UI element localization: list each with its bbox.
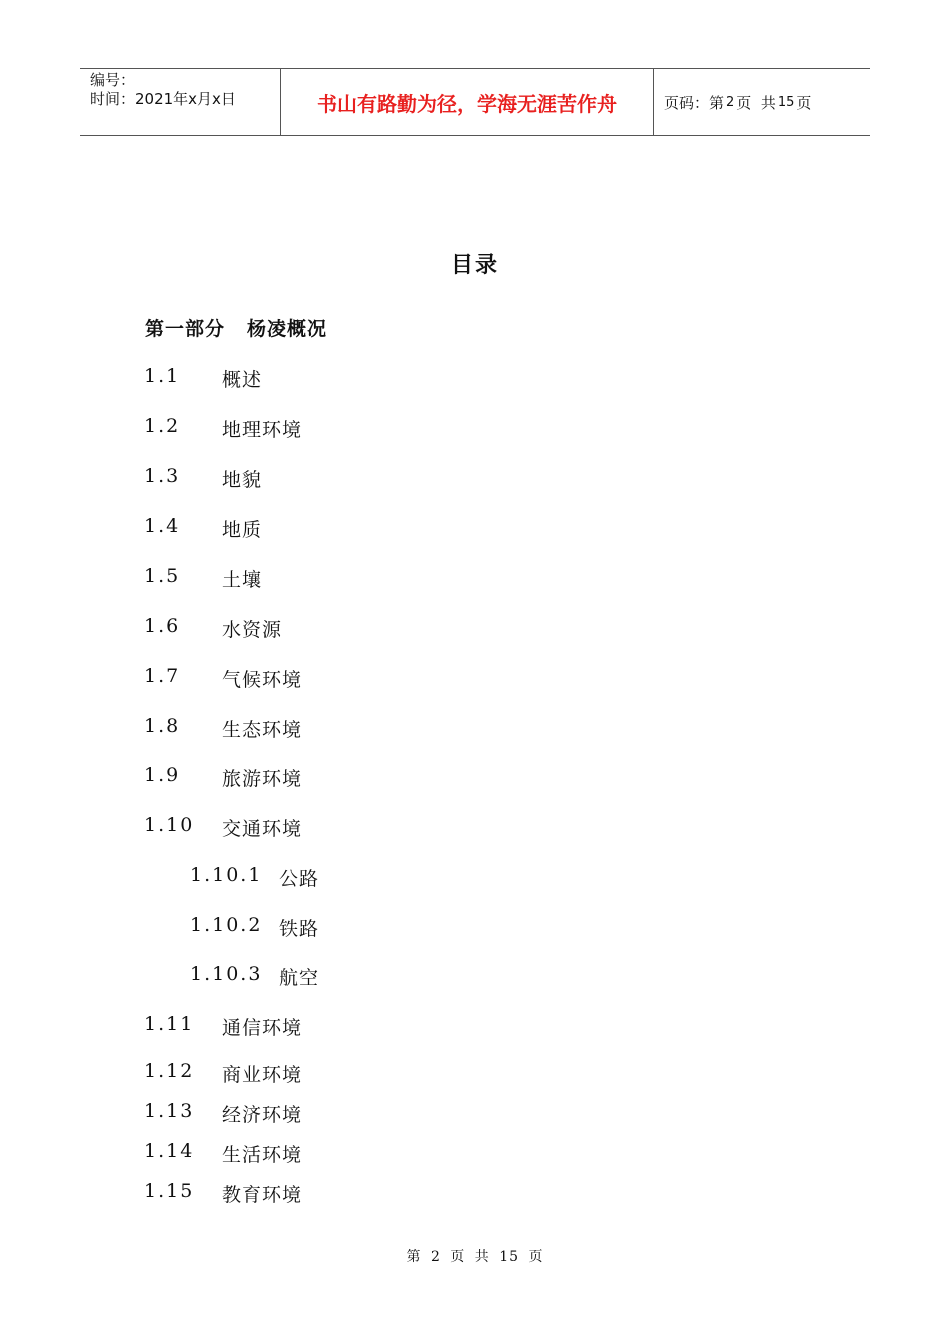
page-mid: 页 共 [736,93,776,112]
toc-entry-title: 地质 [222,519,263,541]
toc-subentry [190,914,320,940]
toc-entry-title: 公路 [279,868,320,890]
toc-entry-title: 商业环境 [222,1064,303,1086]
header-motto [281,69,654,135]
toc-entry-title: 生活环境 [222,1144,303,1166]
toc-entry-title: 铁路 [279,918,320,940]
toc-entry-number: 1.3 [144,465,181,487]
toc-entry-number: 1.2 [144,415,181,437]
toc-entry-number: 1.10.3 [190,963,263,985]
toc-entry [144,1013,303,1039]
toc-entry [144,715,303,741]
toc-entry [144,1180,303,1206]
toc-entry-title: 地貌 [222,469,263,491]
page-header [80,68,870,136]
toc-entry [144,814,303,840]
toc-entry-number: 1.15 [144,1180,195,1202]
toc-entry [144,615,283,641]
toc-entry-number: 1.6 [144,615,181,637]
toc-entry-number: 1.10.2 [190,914,263,936]
motto-text: 书山有路勤为径，学海无涯苦作舟 [317,91,617,116]
toc-entry-number: 1.9 [144,764,181,786]
toc-entry [144,365,263,391]
toc-entry-number: 1.8 [144,715,181,737]
toc-entry-number: 1.4 [144,515,181,537]
toc-entry [144,1060,303,1086]
toc-entry-number: 1.10 [144,814,195,836]
toc-entry-number: 1.13 [144,1100,195,1122]
toc-entry-title: 概述 [222,369,263,391]
section-number: 第一部分 [145,318,226,340]
toc-entry-title: 经济环境 [222,1104,303,1126]
toc-entry-title: 航空 [279,967,320,989]
toc-entry-title: 生态环境 [222,719,303,741]
toc-entry [144,465,263,491]
toc-title: 目录 [450,253,499,278]
toc-subentry [190,963,320,989]
section-title: 杨凌概况 [247,318,328,340]
toc-entry-title: 气候环境 [222,669,303,691]
toc-entry-number: 1.11 [144,1013,195,1035]
toc-entry-title: 交通环境 [222,818,303,840]
toc-entry-number: 1.12 [144,1060,195,1082]
header-page-info [654,69,870,135]
toc-entry-title: 教育环境 [222,1184,303,1206]
toc-entry [144,1100,303,1126]
toc-subentry [190,864,320,890]
toc-entry [144,764,303,790]
toc-entry [144,515,263,541]
date-label: 时间：2021年x月x日 [90,90,236,108]
section-heading [145,314,327,341]
toc-entry-title: 土壤 [222,569,263,591]
toc-entry [144,665,303,691]
toc-entry-title: 水资源 [222,619,283,641]
toc-entry-title: 通信环境 [222,1017,303,1039]
header-meta [80,69,281,135]
page-total: 15 [777,94,795,110]
toc-entry [144,415,303,441]
toc-entry-number: 1.1 [144,365,181,387]
toc-entry-title: 地理环境 [222,419,303,441]
page-footer: 第 2 页 共 15 页 [406,1249,544,1265]
number-label: 编号： [90,71,136,89]
toc-entry-number: 1.5 [144,565,181,587]
toc-entry-number: 1.10.1 [190,864,263,886]
toc-entry-number: 1.7 [144,665,181,687]
page-current: 2 [726,94,735,110]
toc-entry-title: 旅游环境 [222,768,303,790]
toc-entry-number: 1.14 [144,1140,195,1162]
toc-entry [144,1140,303,1166]
page-suffix: 页 [796,93,812,112]
page-prefix: 页码：第 [664,93,725,112]
toc-entry [144,565,263,591]
